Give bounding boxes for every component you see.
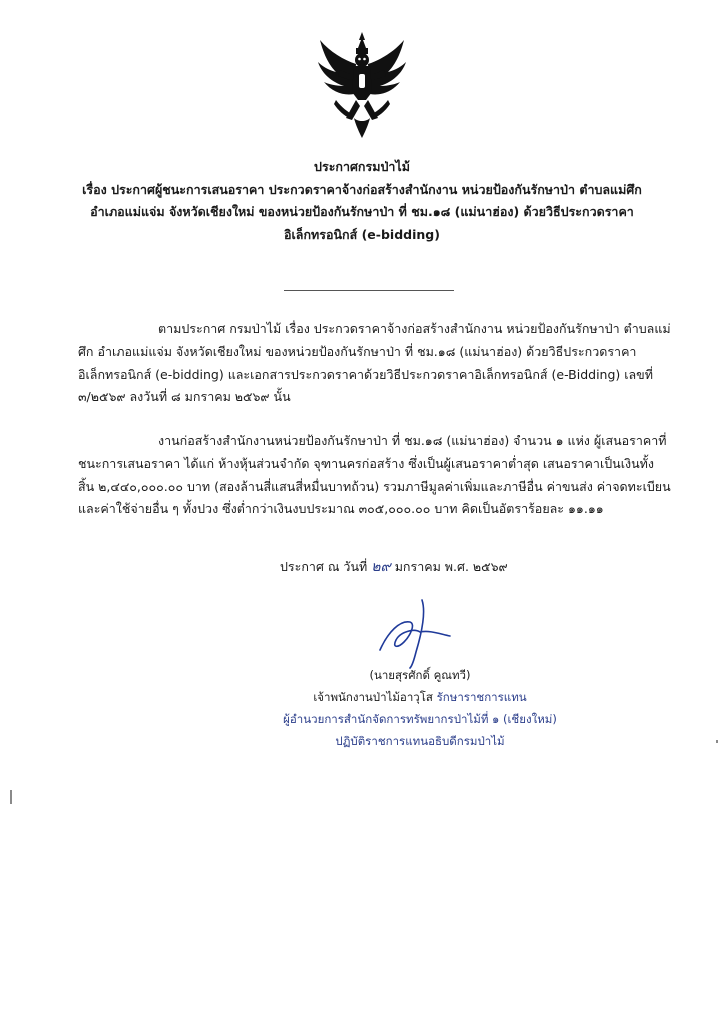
announcement-date bbox=[280, 556, 508, 578]
signer-office: ผู้อำนวยการสำนักจัดการทรัพยากรป่าไม้ที่ ๑ (เชียงใหม่) bbox=[283, 712, 557, 726]
header-divider bbox=[284, 290, 454, 291]
handwritten-signature bbox=[370, 592, 460, 672]
para1-line-1: ตามประกาศ กรมป่าไม้ เรื่อง ประกวดราคาจ้างก่อสร้างสำนักงาน หน่วยป้องกันรักษาป่า ตำบลแม่ bbox=[158, 321, 671, 336]
signature-block bbox=[270, 664, 570, 752]
garuda-emblem-icon bbox=[316, 30, 408, 140]
signer-position: เจ้าพนักงานป่าไม้อาวุโส bbox=[313, 690, 433, 704]
para2-line-1: งานก่อสร้างสำนักงานหน่วยป้องกันรักษาป่า ที่ ชม.๑๘ (แม่นาฮ่อง) จำนวน ๑ แห่ง ผู้เสนอราคาที่ bbox=[158, 433, 667, 448]
date-month-year: มกราคม พ.ศ. ๒๕๖๙ bbox=[394, 559, 508, 574]
date-prefix: ประกาศ ณ วันที่ bbox=[280, 559, 368, 574]
scan-mark bbox=[10, 790, 12, 804]
paragraph-reference bbox=[78, 318, 671, 409]
signer-name: (นายสุรศักดิ์ คูณทวี) bbox=[369, 668, 471, 682]
paragraph-winner bbox=[78, 430, 671, 521]
announcement-title: ประกาศกรมป่าไม้ bbox=[314, 159, 410, 174]
announcement-header bbox=[40, 156, 684, 246]
para1-line-4: ๓/๒๕๖๙ ลงวันที่ ๘ มกราคม ๒๕๖๙ นั้น bbox=[78, 389, 291, 405]
para1-line-3: อิเล็กทรอนิกส์ (e-bidding) และเอกสารประกวดราคาด้วยวิธีประกวดราคาอิเล็กทรอนิกส์ (e-Bidding) เลขที่ bbox=[78, 366, 653, 382]
signer-acting: รักษาราชการแทน bbox=[436, 690, 527, 704]
para2-line-4: และค่าใช้จ่ายอื่น ๆ ทั้งปวง ซึ่งต่ำกว่าเงินงบประมาณ ๓๐๕,๐๐๐.๐๐ บาท คิดเป็นอัตราร้อยละ ๑๑.๑๑ bbox=[78, 501, 604, 517]
scan-mark bbox=[716, 740, 718, 743]
date-day: ๒๙ bbox=[371, 559, 391, 575]
subject-line-3: อิเล็กทรอนิกส์ (e-bidding) bbox=[284, 226, 440, 242]
subject-line-1: เรื่อง ประกาศผู้ชนะการเสนอราคา ประกวดราคาจ้างก่อสร้างสำนักงาน หน่วยป้องกันรักษาป่า ตำบลแม่ศึก bbox=[82, 181, 642, 197]
subject-line-2: อำเภอแม่แจ่ม จังหวัดเชียงใหม่ ของหน่วยป้องกันรักษาป่า ที่ ชม.๑๘ (แม่นาฮ่อง) ด้วยวิธีประกวดราคา bbox=[90, 204, 634, 219]
para2-line-2: ชนะการเสนอราคา ได้แก่ ห้างหุ้นส่วนจำกัด จุฑานครก่อสร้าง ซึ่งเป็นผู้เสนอราคาต่ำสุด เสนอราคาเป็นเงินทั้ง bbox=[78, 455, 654, 471]
para1-line-2: ศึก อำเภอแม่แจ่ม จังหวัดเชียงใหม่ ของหน่วยป้องกันรักษาป่า ที่ ชม.๑๘ (แม่นาฮ่อง) ด้วยวิธีประกวดราคา bbox=[78, 343, 637, 359]
signer-position-line bbox=[270, 686, 570, 708]
para2-line-3: สิ้น ๒,๔๔๐,๐๐๐.๐๐ บาท (สองล้านสี่แสนสี่หมื่นบาทถ้วน) รวมภาษีมูลค่าเพิ่มและภาษีอื่น ค่าขนส่ง ค่าจดทะเบียน bbox=[78, 478, 671, 494]
signer-duty: ปฏิบัติราชการแทนอธิบดีกรมป่าไม้ bbox=[335, 734, 505, 748]
